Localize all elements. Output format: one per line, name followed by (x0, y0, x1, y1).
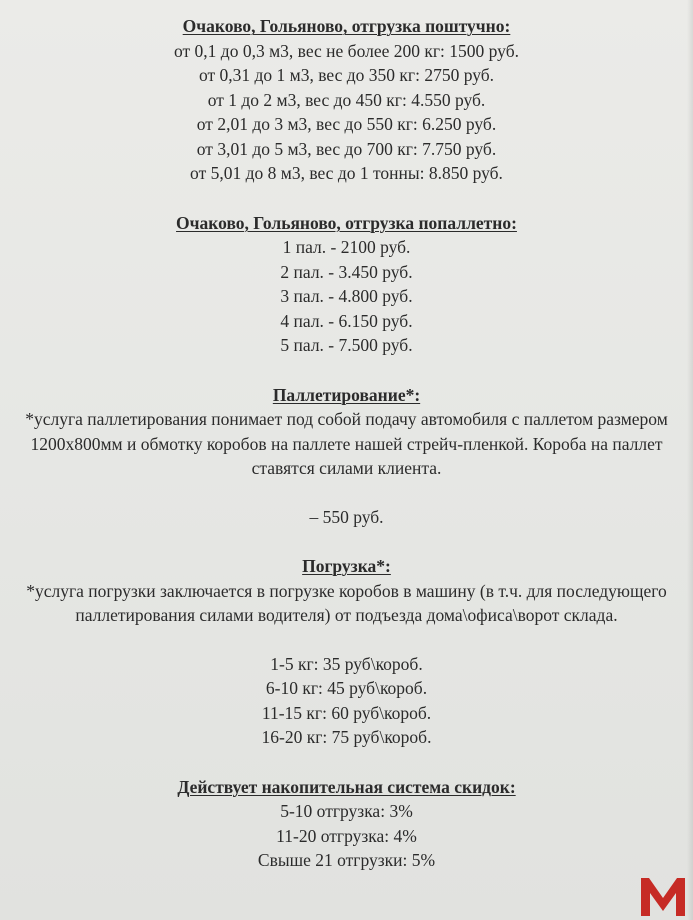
discount-line: 5-10 отгрузка: 3% (280, 801, 413, 821)
section-heading: Действует накопительная система скидок: (177, 776, 516, 797)
section-heading: Очаково, Гольяново, отгрузка поштучно: (182, 16, 511, 36)
price-line: 4 пал. - 6.150 руб. (280, 310, 413, 331)
price-line: 6-10 кг: 45 руб\короб. (265, 678, 428, 698)
price-list (0, 14, 693, 873)
price-line: 5 пал. - 7.500 руб. (280, 335, 413, 355)
price-line: 11-15 кг: 60 руб\короб. (261, 702, 432, 723)
price-line: 3 пал. - 4.800 руб. (280, 286, 413, 306)
service-description: *услуга паллетирования понимает под собой подачу автомобиля с паллетом размером 1200х800мм и обмотку коробов на паллете нашей стрейч-пленкой. Короба на паллет ставятся силами клиента. (25, 409, 668, 478)
section-loading (0, 554, 693, 750)
discount-line: 11-20 отгрузка: 4% (276, 825, 417, 846)
page-edge-shadow (687, 0, 693, 920)
price-line: от 0,31 до 1 м3, вес до 350 кг: 2750 руб. (198, 65, 495, 85)
price-line: 1-5 кг: 35 руб\короб. (270, 653, 423, 674)
price-line: от 3,01 до 5 м3, вес до 700 кг: 7.750 руб. (196, 138, 497, 159)
section-pallet-shipping (0, 211, 693, 358)
section-heading: Погрузка*: (302, 556, 391, 576)
section-piece-shipping (0, 14, 693, 186)
price-line: от 1 до 2 м3, вес до 450 кг: 4.550 руб. (207, 89, 486, 110)
section-palletizing (0, 383, 693, 530)
discount-line: Свыше 21 отгрузки: 5% (257, 850, 436, 870)
service-description: *услуга погрузки заключается в погрузке коробов в машину (в т.ч. для последующего паллетирования силами водителя) от подъезда дома\офиса\ворот склада. (26, 580, 667, 625)
section-heading: Паллетирование*: (272, 384, 421, 405)
price-line: от 0,1 до 0,3 м3, вес не более 200 кг: 1500 руб. (174, 40, 519, 61)
price-line: от 5,01 до 8 м3, вес до 1 тонны: 8.850 руб. (190, 163, 503, 183)
price-line: – 550 руб. (309, 506, 384, 527)
section-heading: Очаково, Гольяново, отгрузка попаллетно: (176, 212, 517, 233)
price-line: 2 пал. - 3.450 руб. (280, 261, 413, 282)
m-logo-icon (639, 874, 687, 918)
price-line: 1 пал. - 2100 руб. (282, 237, 411, 257)
section-discounts (0, 775, 693, 873)
price-line: 16-20 кг: 75 руб\короб. (261, 727, 432, 747)
price-line: от 2,01 до 3 м3, вес до 550 кг: 6.250 руб. (196, 114, 497, 134)
